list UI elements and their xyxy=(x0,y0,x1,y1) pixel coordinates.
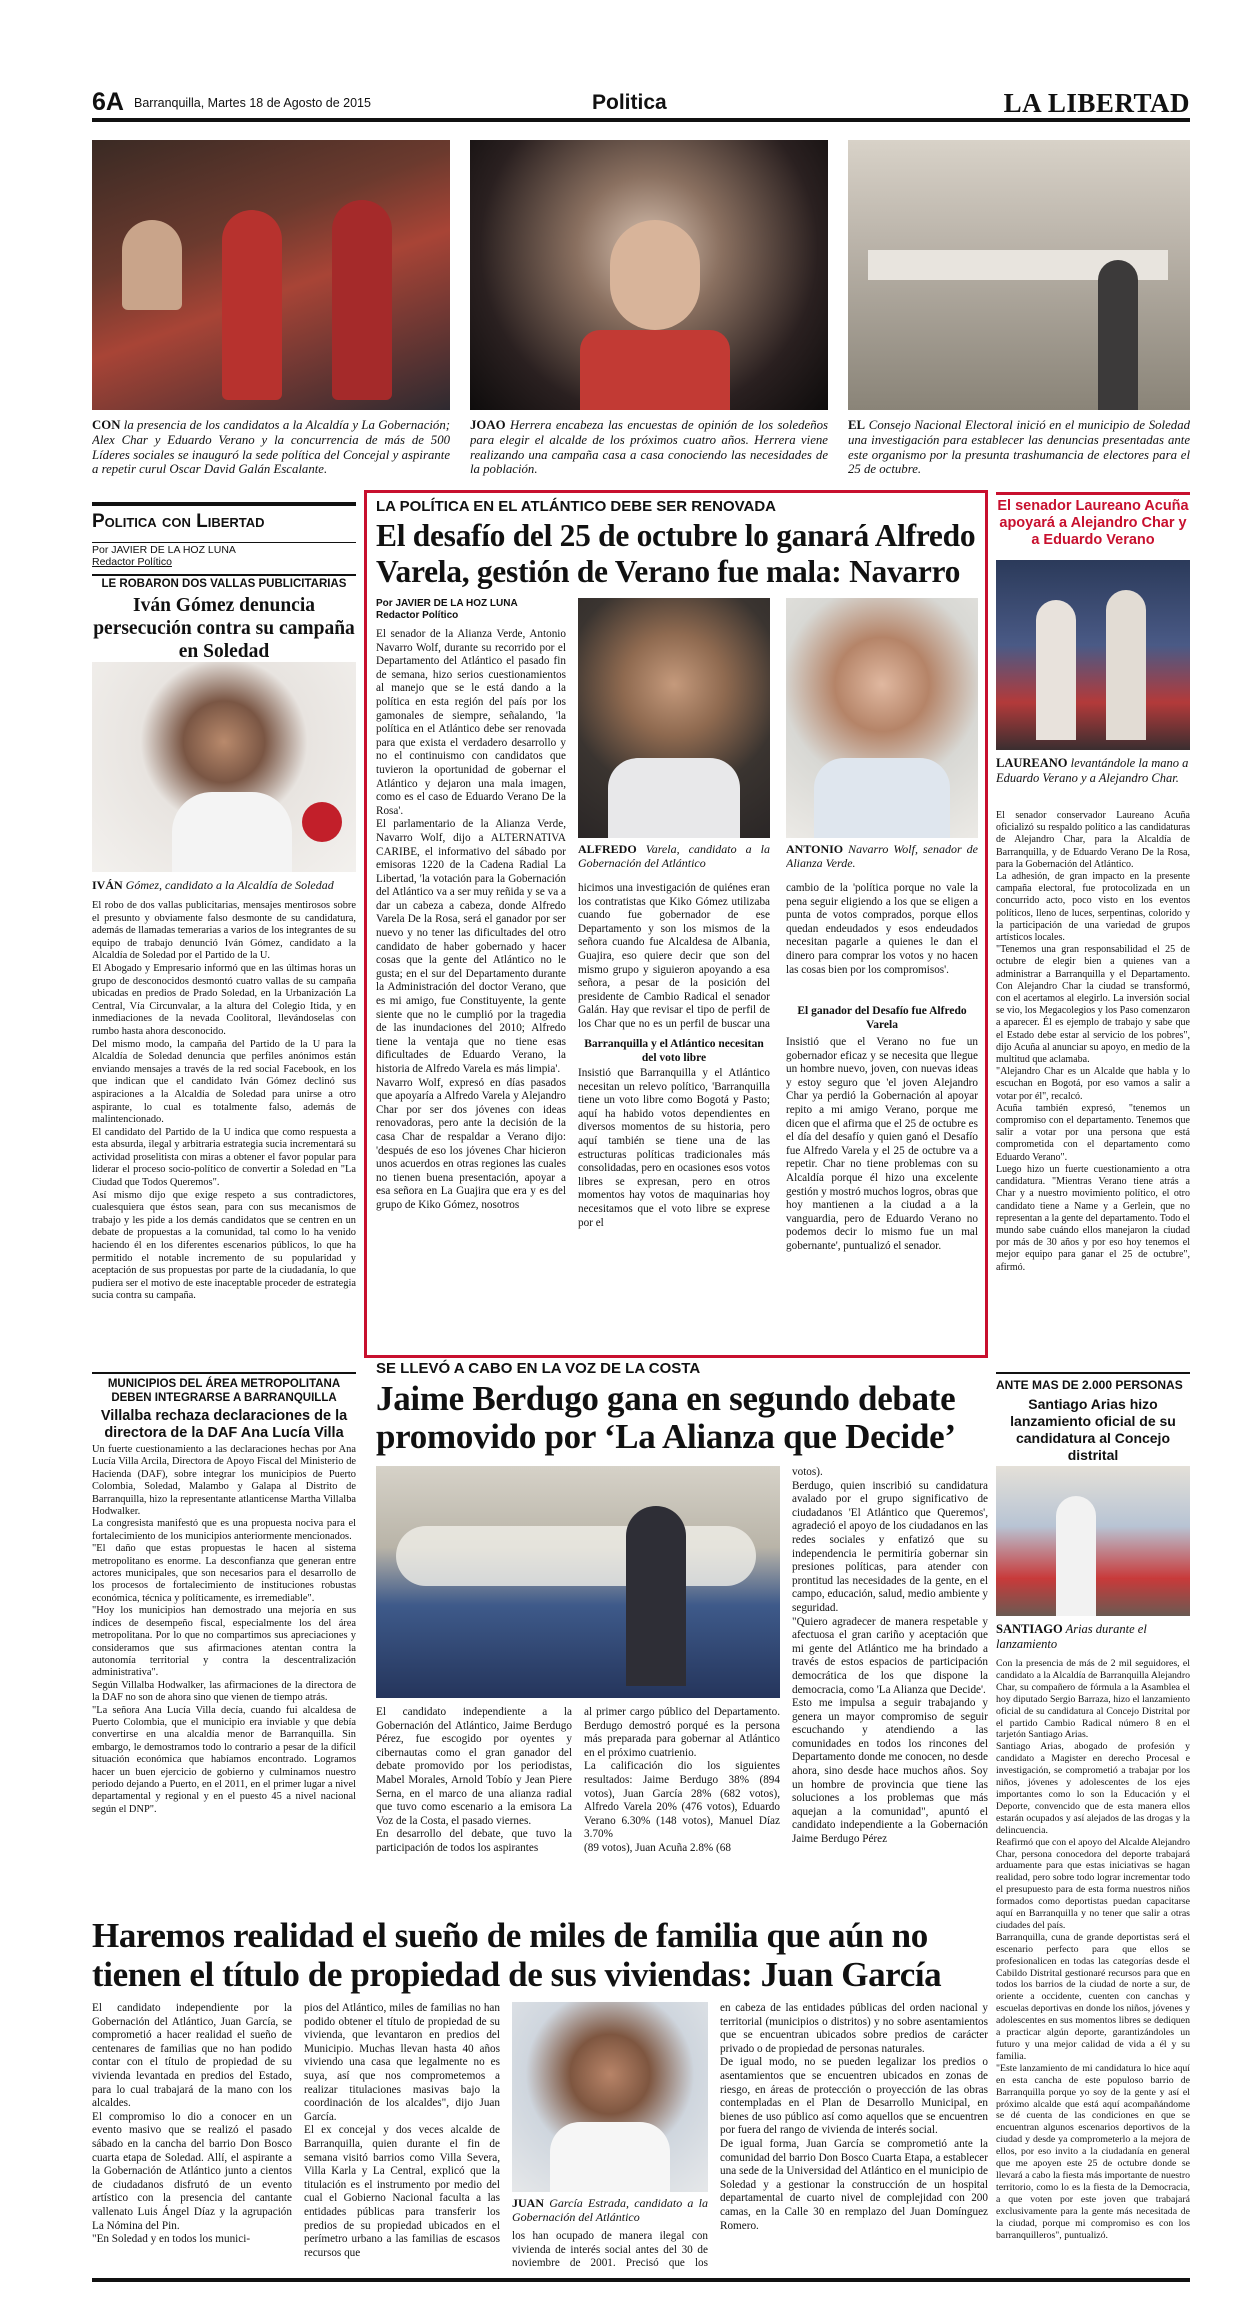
body-ivan: El robo de dos vallas publicitarias, mensajes mentirosos sobre el presunto y obviamente falso desmonte de su candidatura, además de llamadas temerarias a varios de los integrantes de su equipo de trabajo denunció Iván Gómez, candidato a la Alcaldía de Soledad por el Partido de la U. El Abogado y Empresario informó que en las últimas horas un grupo de desconocidos desmontó cuatro vallas de su campaña ubicadas en predios de Prado Soledad, en la Urbanización La Central, Vía Circunvalar, a la altura del Colegio Itida, y en inmediaciones de la nevada Coolitoral, llevándoselas con rumbo hasta ahora desconocido. Del mismo modo, la campaña del Partido de la U para la Alcaldía de Soledad denuncia que perfiles anónimos están enviando mensajes a través de la red social Facebook, en los que indican que el candidato Iván Gómez declinó sus aspiraciones a la Alcaldía de Soledad para unirse a otro aspirante, lo cual es totalmente falso, además de malintencionado. El candidato del Partido de la U indica que como respuesta a esta absurda, ilegal y arbitraria estrategia sucia incrementará su actividad proselitista con miras a obtener el favor popular para liderar el proceso socio-político de convertir a Soledad en "La Ciudad que Todos Queremos". Así mismo dijo que exige respeto a sus contradictores, cualesquiera que éstos sean, para con sus mecanismos de trabajo y les pide a los demás candidatos que se centren en un debate de propuestas a la comunidad, tal como lo ha venido haciendo él en los diferentes escenarios públicos, lo que ha permitido el notable incremento de su popularidad y aceptación de sus propuestas por parte de la ciudadanía, lo que pudiera ser el motivo de este inaceptable proceder de estrategia sucia contra su campaña. xyxy=(92,900,356,1302)
body-garcia-col1: El candidato independiente por la Gobernación del Atlántico, Juan García, se comprometió a hacer realidad el sueño de centenares de familias que no han podido contar con el título de propiedad de su vivienda levantada en predios del Estado, para lo cual trabajará de la mano con los alcaldes. El compromiso lo dio a conocer en un evento masivo que se realizó el pasado sábado en la cancha del barrio Don Bosco cuarta etapa de Soledad. Allí, el aspirante a la Gobernación de Atlántico junto a cientos de ciudadanos disfrutó de un evento artístico con la presencia del cantante vallenato Luis Ángel Díaz y la agrupación La Nómina del Pin. "En Soledad y en todos los munici- xyxy=(92,2002,292,2246)
caption-campaign-event: CON la presencia de los candidatos a la Alcaldía y La Gobernación; Alex Char y Eduardo Verano y la concurrencia de más de 500 Líderes sociales se inauguró la sede política del Concejal y aspirante a repetir curul Oscar David Galán Escalante. xyxy=(92,418,450,477)
photo-laureano-acuna xyxy=(996,560,1190,750)
page-header xyxy=(92,88,1190,116)
crowd-figure xyxy=(122,220,182,310)
photo-santiago-arias xyxy=(996,1466,1190,1616)
headline-navarro: El desafío del 25 de octubre lo ganará Alfredo Varela, gestión de Verano fue mala: Navarro xyxy=(376,518,976,589)
metro-rule xyxy=(92,1372,356,1374)
kicker-arias: ANTE MAS DE 2.000 PERSONAS xyxy=(996,1378,1183,1392)
photo-alfredo-varela xyxy=(578,598,770,838)
body-garcia-col2: pios del Atlántico, miles de familias no han podido obtener el título de propiedad de su vivienda, que levantaron en predios del Municipio. Muchas llevan hasta 40 años viviendo una casa que legalmente no es suya, así que nos comprometemos a realizar titulaciones masivas bajo la coordinación de los alcaldes", dijo Juan García. El ex concejal y dos veces alcalde de Barranquilla, quien durante el fin de semana visitó barrios como Villa Severa, Villa Karla y La Central, explicó que la titulación es el instrumento por medio del cual el Gobierno Nacional faculta a las entidades públicas para transferir los predios de su propiedad ubicados en el perímetro urbano a las familias de escasos recursos que xyxy=(304,2002,500,2259)
page-number: 6A xyxy=(92,88,124,116)
subhead-voto-libre: Barranquilla y el Atlántico necesitan del voto libre xyxy=(584,1038,764,1064)
caption-juan-garcia: JUAN García Estrada, candidato a la Gobernación del Atlántico xyxy=(512,2196,708,2224)
headline-garcia: Haremos realidad el sueño de miles de familia que aún no tienen el título de propiedad de sus viviendas: Juan García xyxy=(92,1916,942,1994)
kicker-villalba: MUNICIPIOS DEL ÁREA METROPOLITANA DEBEN INTEGRARSE A BARRANQUILLA xyxy=(107,1378,341,1404)
caption-santiago: SANTIAGO Arias durante el lanzamiento xyxy=(996,1622,1147,1651)
person-figure xyxy=(1106,590,1146,740)
headline-ivan: Iván Gómez denuncia persecución contra su campaña en Soledad xyxy=(93,595,355,662)
column-title: Politica con Libertad xyxy=(92,511,265,532)
photo-antonio-navarro xyxy=(786,598,978,838)
person-figure xyxy=(1056,1496,1096,1616)
table xyxy=(396,1526,756,1586)
footer-rule xyxy=(92,2278,1190,2282)
caption-antonio: ANTONIO Navarro Wolf, senador de Alianza Verde. xyxy=(786,842,978,870)
header-rule xyxy=(92,118,1190,122)
person-figure xyxy=(626,1506,686,1686)
headline-berdugo: Jaime Berdugo gana en segundo debate promovido por ‘La Alianza que Decide’ xyxy=(376,1379,956,1456)
caption-laureano: LAUREANO levantándole la mano a Eduardo Verano y a Alejandro Char. xyxy=(996,756,1189,785)
kicker-ivan: LE ROBARON DOS VALLAS PUBLICITARIAS xyxy=(92,574,356,590)
shirt xyxy=(608,758,740,838)
person-figure xyxy=(1098,260,1138,410)
speaker-figure xyxy=(610,220,700,330)
body-garcia-col4: en cabeza de las entidades públicas del orden nacional y territorial (municipios o distritos) y no sobre asentamientos que se encuentran ubicados sobre predios de carácter privado o de propiedad de personas naturales. De igual modo, no se pueden legalizar los predios o asentamientos que se encuentren ubicados en zonas de riesgo, en áreas de protección o proyección de las obras contempladas en el Plan de Desarrollo Municipal, en bienes de uso público así como aquellos que se encuentren por fuera del rango de vivienda de interés social. De igual forma, Juan García se comprometió ante la comunidad del barrio Don Bosco Cuarta Etapa, a establecer una sede de la Universidad del Atlántico en el municipio de Soledad y a gestionar la construcción de un hospital departamental de cuarto nivel de complejidad con 200 camas, en la Calle 30 en remplazo del Juan Domínguez Romero. xyxy=(720,2002,988,2232)
body-navarro-col1: El senador de la Alianza Verde, Antonio Navarro Wolf, durante su recorrido por el Departamento del Atlántico el pasado fin de semana, hizo serios cuestionamientos al manejo que se le está dando a la política en esta región del país por los gamonales de siempre, señalando, 'la política en el Atlántico debe ser renovada para que exista el verdadero desarrollo y no el continuismo con candidatos que tuvieron la oportunidad de gobernar el Atlántico y dejaron una mala imagen, como es el caso de Eduardo Verano De la Rosa'. El parlamentario de la Alianza Verde, Navarro Wolf, dijo a ALTERNATIVA CARIBE, el informativo del sábado por emisoras 1220 de la Cadena Radial La Libertad, 'la votación para la Gobernación del Atlántico va a ser muy reñida y se va a dar un cabeza a cabeza, donde Alfredo Varela De la Rosa, será el ganador por ser nuevo y no tener las dificultades del otro candidato de haber gobernado y hacer cosas que la gente del Atlántico no le gusta; en el sur del Departamento durante la Administración del doctor Verano, que es mi amigo, fue Constituyente, la gente siente que no le cumplió por la tragedia de las inundaciones del 2010; Alfredo tiene la ventaja que no tiene esas dificultades de Eduardo Verano, la historia de Alfredo Varela es más limpia'. Navarro Wolf, expresó en días pasados que apoyaría a Alfredo Varela y Alejandro Char por ser dos jóvenes con ideas renovadoras, pero ante la decisión de la casa Char de respaldar a Verano dijo: 'después de eso los jóvenes Char hicieron unos acuerdos en otras regiones las cuales no tienen buena presentación, apoyar a esa señora en La Guajira que era y es del grupo de Kiko Gómez, nosotros xyxy=(376,628,566,1211)
arias-rule xyxy=(996,1372,1190,1374)
body-berdugo-col1: El candidato independiente a la Gobernación del Atlántico, Jaime Berdugo Pérez, fue escogido por oyentes y cibernautas como el gran ganador del debate promovido por los periodistas, Mabel Morales, Arnold Tobío y Jean Piere Serna, en el marco de una alianza radial que tuvo como escenario a la emisora La Voz de la Costa, el pasado viernes. En desarrollo del debate, que tuvo la participación de todos los aspirantes xyxy=(376,1706,572,1854)
headline-arias: Santiago Arias hizo lanzamiento oficial de su candidatura al Concejo distrital xyxy=(1010,1396,1176,1463)
byline-name: Por JAVIER DE LA HOZ LUNA xyxy=(92,544,236,556)
shirt xyxy=(550,2122,670,2192)
byline-role: Redactor Político xyxy=(92,556,172,568)
photo-campaign-event xyxy=(92,140,450,410)
masthead: LA LIBERTAD xyxy=(1003,88,1190,118)
subhead-ganador: El ganador del Desafío fue Alfredo Varela xyxy=(797,1005,967,1031)
speaker-shirt xyxy=(580,330,730,410)
right-col-rule xyxy=(996,492,1190,495)
column-title-bar xyxy=(92,502,356,543)
crowd-figure xyxy=(332,200,392,400)
headline-villalba: Villalba rechaza declaraciones de la directora de la DAF Ana Lucía Villa xyxy=(100,1408,348,1441)
newspaper-page xyxy=(92,82,1190,2282)
photo-ivan-gomez xyxy=(92,662,356,872)
body-berdugo-col2: al primer cargo público del Departamento. Berdugo demostró porqué es la persona más preparada para gobernar al Atlántico en el próximo cuatrienio. La calificación dio los siguientes resultados: Jaime Berdugo 38% (894 votos), Juan García 28% (682 votos), Alfredo Varela 20% (476 votos), Eduardo Verano 6.30% (148 votos), Manuel Díaz 3.70% (89 votos), Juan Acuña 2.8% (68 xyxy=(584,1706,780,1854)
body-garcia-col3: los han ocupado de manera ilegal con vivienda de interés social antes del 30 de noviembre de 2001. Precisó que los xyxy=(512,2230,708,2270)
caption-alfredo: ALFREDO Varela, candidato a la Gobernación del Atlántico xyxy=(578,842,770,870)
photo-debate-berdugo xyxy=(376,1466,780,1698)
body-navarro-col3: cambio de la 'política porque no vale la pena seguir eligiendo a los que se eligen a punta de votos comprados, porque ellos quedan endeudados y esos endeudados necesitan pagarle a quienes le dan el dinero para comprar los votos y no hacen las cosas bien por los compromisos'. El ganador del Desafío fue Alfredo Varela Insistió que el Verano no fue un gobernador eficaz y se necesita que llegue un hombre nuevo, joven, con nuevas ideas y estoy seguro que 'el joven Alejandro Char ya perdió la Gobernación al apoyar repito a mi amigo Verano, porque me dicen que el afirma que el 25 de octubre es el día del desafío y quien ganó el Desafío fue Alfredo Varela y el 25 de octubre va a repetir. Char no tiene problemas con su Alcaldía porque él hizo una excelente gestión y mostró muchos logros, obras que hoy mantienen a la ciudad a a la vanguardia, pero de Eduardo Verano no podemos decir lo mismo fue un mal gobernante', puntualizó el senador. xyxy=(786,882,978,1252)
kicker-navarro: LA POLÍTICA EN EL ATLÁNTICO DEBE SER RENOVADA xyxy=(376,498,777,515)
shirt xyxy=(172,792,292,872)
byline xyxy=(92,544,356,568)
byline-navarro: Por JAVIER DE LA HOZ LUNA Redactor Político xyxy=(376,598,518,621)
caption-electoral-registry: EL Consejo Nacional Electoral inició en el municipio de Soledad una investigación para establecer las denuncias presentadas ante este organismo por la presunta trashumancia de electores para el 25 de octubre. xyxy=(848,418,1190,477)
body-villalba: Un fuerte cuestionamiento a las declaraciones hechas por Ana Lucía Villa Arcila, Directora de Apoyo Fiscal del Ministerio de Hacienda (DAF), sobre integrar los municipios de Puerto Colombia, Soledad, Malambo y Galapa al Distrito de Barranquilla, hizo la representante atlanticense Martha Villalba Hodwalker. La congresista manifestó que es una propuesta nociva para el fortalecimiento de los municipios anteriormente mencionados. "El daño que estas propuestas le hacen al sistema metropolitano es enorme. La desconfianza que generan entre actores municipales, que son necesarios para el desarrollo de los procesos de fortalecimiento de instituciones robustas económica, técnica y políticamente, es irremediable". "Hoy los municipios han demostrado una mejoría en sus índices de desempeño fiscal, especialmente los del área metropolitana. Por lo que no compartimos sus apreciaciones y consideramos que sus afirmaciones atentan contra la autonomía territorial y contra la descentralización administrativa". Según Villalba Hodwalker, las afirmaciones de la directora de la DAF no son de ahora sino que vienen de tiempo atrás. "La señora Ana Lucía Villa decía, cuando fui alcaldesa de Puerto Colombia, que el municipio era inviable y que debía convertirse en una alcaldía menor de Barranquilla. Sin embargo, le demostramos todo lo contrario a pesar de la difícil situación económica que habíamos encontrado. Logramos hacer un buen ejercicio de gobierno y culminamos nuestro periodo dejando a Puerto, en el 2011, en el primer lugar a nivel departamental y regional y en el puesto 45 a nivel nacional según el DNP". xyxy=(92,1444,356,1815)
body-berdugo-col3: votos). Berdugo, quien inscribió su candidatura avalado por el grupo significativo de ciudadanos 'El Atlántico que Queremos', agradeció el apoyo de los ciudadanos en las redes sociales y enfatizó que su independencia le permitiría gobernar sin presiones políticas, para atender con prontitud las necesidades de la gente, en el campo, educación, salud, medio ambiente y seguridad. "Quiero agradecer de manera respetable y afectuosa el gran cariño y aceptación que mi gente del Atlántico me ha brindado a través de estos espacios de participación democrática de los que dispone la democracia, como 'La Alianza que Decide'. Esto me impulsa a seguir trabajando y genera un mayor compromiso de seguir escuchando y atendiendo a las comunidades en todos los rincones del Departamento donde me conocen, no desde ahora, sino desde hace muchos años. Soy un hombre de provincia que tiene las soluciones a los problemas que más aquejan a la comunidad", apuntó el candidato independiente a la Gobernación Jaime Berdugo Pérez xyxy=(792,1466,988,1846)
headline-acuna: El senador Laureano Acuña apoyará a Alejandro Char y a Eduardo Verano xyxy=(997,498,1189,548)
person-figure xyxy=(1036,600,1076,740)
photo-joao-herrera xyxy=(470,140,828,410)
crowd-figure xyxy=(222,210,282,400)
body-acuna: El senador conservador Laureano Acuña oficializó su respaldo político a las candidaturas de Alejandro Char, para la Alcaldía de Barranquilla, y de Eduardo Verano De la Rosa, para la Gobernación del Atlántico. La adhesión, de gran impacto en la presente campaña electoral, fue protocolizada en un concurrido acto, poco visto en los eventos políticos, lleno de luces, serpentinas, colorido y la participación de una variedad de grupos artísticos locales. "Tenemos una gran responsabilidad el 25 de octubre de elegir bien a quienes van a administrar a Barranquilla y el Departamento. Con Alejandro Char la ciudad se transformó, con el acertamos al elegirlo. La inversión social se vio, los Megacolegios y los Paso comenzaron a aparecer. Él es ejemplo de trabajo y sabe que el Estado debe estar al servicio de los pobres", dijo Acuña al anunciar su apoyo, en medio de la multitud que aclamaba. "Alejandro Char es un Alcalde que habla y lo escuchan en Bogotá, por eso vamos a salir a votar por él", recalcó. Acuña también expresó, "tenemos un compromiso con el departamento. Tenemos que salir a votar por una persona que está comprometida con el departamento como Eduardo Verano". Luego hizo un fuerte cuestionamiento a otra candidatura. "Mientras Verano tiene atrás a Char y a nuestro movimiento político, el otro candidato tiene a Name y a Gerlein, que no representan a la gente del departamento. Todo el mundo sabe cuándo ellos manejaron la ciudad por más de 30 años y por eso hoy tenemos el mejor equipo para ganar el 25 de octubre", afirmó. xyxy=(996,810,1190,1273)
body-arias: Con la presencia de más de 2 mil seguidores, el candidato a la Alcaldía de Barranquilla Alejandro Char, su compañero de fórmula a la Asamblea el hoy diputado Sergio Barraza, hizo el lanzamiento oficial de su candidatura al Concejo Distrital por el partido Cambio Radical número 8 en el tarjetón Santiago Arias. Santiago Arias, abogado de profesión y candidato a Magister en derecho Procesal e investigación, se comprometió a trabajar por los niños, jóvenes y adolescentes de los ejes importantes como lo son la Educación y el Deporte, convencido que de esta manera ellos estarán ocupados y así alejados de las drogas y la delincuencia. Reafirmó que con el apoyo del Alcalde Alejandro Char, persona conocedora del deporte trabajará arduamente para que estas iniciativas se hagan realidad, pero sobre todo lograr incrementar todo el presupuesto para de esta forma nuestros niños formados como deportistas puedan capacitarse aquí en Barranquilla y no tener que salir a otras ciudades del país. Barranquilla, cuna de grande deportistas será el escenario perfecto para que ellos se profesionalicen en todas las categorías desde el Cabildo Distrital gestionaré recursos para que en todos los barrios de la ciudad de norte a sur, de oriente a occidente, cuenten con canchas y escuelas deportivas en donde los niños, jóvenes y adolescentes en sus momentos libres se dediquen a practicar algún deporte, garantizándoles un futuro y una mejor calidad de vida a él y su familia. "Este lanzamiento de mi candidatura lo hice aquí en esta cancha de este populoso barrio de Barranquilla porque yo soy de la gente y así el próximo alcalde que está aquí acompañándome se dé cuenta de las condiciones en que se encuentran algunos escenarios deportivos de la ciudad y desde ya comprometerlo a la mejora de ellos, por eso invito a la ciudadanía en general que me apoyen este 25 de octubre donde se llevará a cabo la fiesta más importante de nuestro territorio, como lo es la fiesta de la Democracia, a que voten por este joven que trabajará exclusivamente para la gente más necesitada de la ciudad, porque mi compromiso es con los barranquilleros", puntualizó. xyxy=(996,1658,1190,2241)
photo-juan-garcia xyxy=(512,2002,708,2192)
section-title: Politica xyxy=(592,91,667,114)
photo-electoral-registry xyxy=(848,140,1190,410)
shirt xyxy=(814,758,950,838)
body-navarro-col2: hicimos una investigación de quiénes eran los contratistas que Kiko Gómez utilizaba cuando fue gobernador de ese Departamento y son los mismos de la señora cuando fue Alcaldesa de Albania, Guajira, eso quiere decir que son del mismo grupo y siguieron apoyando a esa señora, a pesar de la posición del presidente de Cambio Radical el senador Galán. Hay que revisar el tipo de perfil de los Char que no es un perfil de buscar una Barranquilla y el Atlántico necesitan del voto libre Insistió que Barranquilla y el Atlántico necesitan un relevo político, 'Barranquilla tiene un voto libre como Bogotá y Pasto; aquí ha habido votos dependientes en diversos momentos de su historia, pero aquí también se tiene una de las estructuras políticas tradicionales más consolidadas, pero en ocasiones esos votos libres se expresan, pero en otros momentos hay votos de maquinarias hoy necesitamos que el voto libre se exprese por el xyxy=(578,882,770,1229)
caption-ivan: IVÁN Gómez, candidato a la Alcaldía de Soledad xyxy=(92,878,334,892)
microphone-icon xyxy=(302,802,342,842)
kicker-berdugo: SE LLEVÓ A CABO EN LA VOZ DE LA COSTA xyxy=(376,1360,701,1377)
caption-joao-herrera: JOAO Herrera encabeza las encuestas de opinión de los soledeños para elegir el alcalde de los próximos cuatro años. Herrera viene realizando una campaña casa a casa conociendo las necesidades de la población. xyxy=(470,418,828,477)
dateline: Barranquilla, Martes 18 de Agosto de 2015 xyxy=(134,96,371,110)
